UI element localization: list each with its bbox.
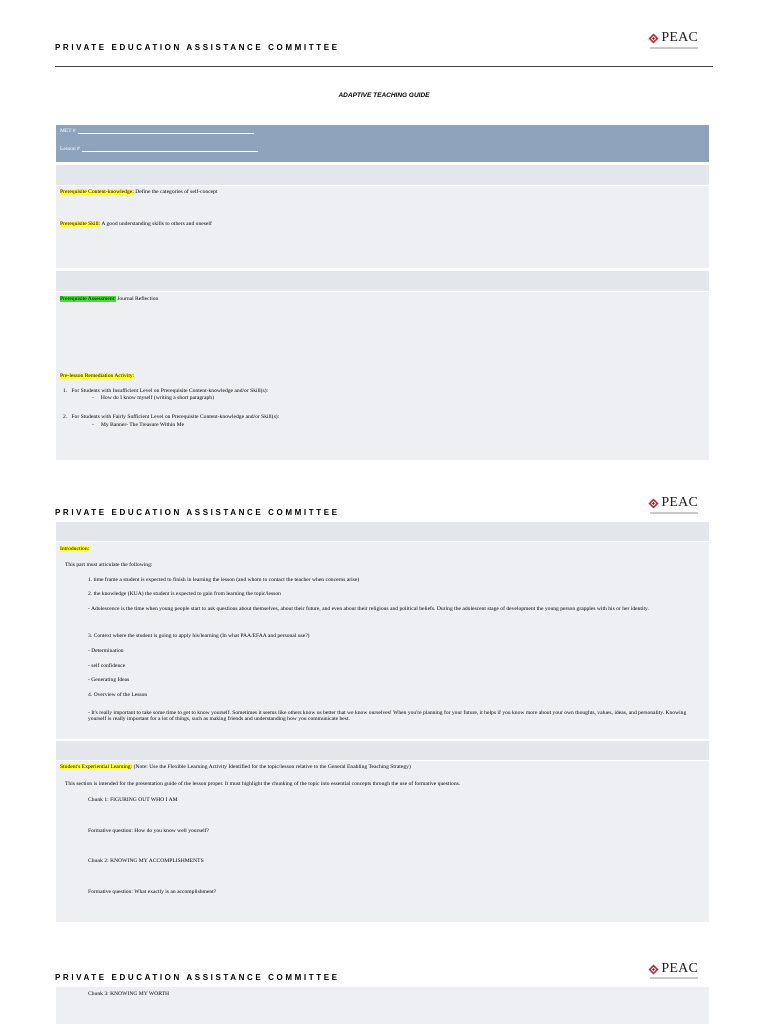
prereq-content-line (60, 189, 218, 195)
met-underline (78, 128, 254, 134)
committee-heading: PRIVATE EDUCATION ASSISTANCE COMMITTEE (55, 508, 340, 517)
committee-heading: PRIVATE EDUCATION ASSISTANCE COMMITTEE (55, 43, 340, 52)
header-rule (55, 66, 713, 67)
section-band (56, 522, 709, 541)
prereq-skill-label: Prerequisite Skill: (60, 221, 101, 227)
lesson-field (60, 146, 258, 152)
peac-diamond-icon (648, 33, 659, 44)
formative-question: Formative question: How do you know well yourself? (88, 828, 210, 834)
list-number: 2. (63, 414, 68, 420)
experiential-line (60, 764, 411, 770)
introduction-line: - Determination (88, 648, 124, 654)
peac-logo (648, 30, 698, 46)
introduction-line: - Adolescence is the time when young people start to ask questions about themselves, about their future, and even about their religious and political beliefs. During the adolescent stage of development the young person grapples with his or her identity. (88, 606, 649, 612)
logo-tagline (650, 512, 698, 514)
committee-heading: PRIVATE EDUCATION ASSISTANCE COMMITTEE (55, 973, 340, 982)
peac-logo (648, 495, 698, 511)
met-field (60, 128, 254, 134)
lesson-label: Lesson # (60, 146, 80, 152)
introduction-line: - self confidence (88, 663, 126, 669)
prereq-content-label: Prerequisite Content-knowledge: (60, 189, 134, 195)
list-number: 1. (63, 388, 68, 394)
assessment-line (60, 296, 158, 302)
remediation-item-text: For Students with Fairly Sufficient Level on Prerequisite Content-knowledge and/or Skill(s): (71, 414, 280, 420)
lesson-underline (82, 146, 258, 152)
experiential-label: Student's Experiential Learning: (60, 764, 133, 770)
logo-tagline (650, 977, 698, 979)
remediation-sub-text: My Banner- The Treasure Within Me (100, 422, 185, 428)
chunk-title: Chunk 2: KNOWING MY ACCOMPLISHMENTS (88, 858, 204, 864)
chunk-title: Chunk 3: KNOWING MY WORTH (88, 991, 170, 997)
prereq-skill-line (60, 221, 212, 227)
section-band (56, 165, 709, 185)
introduction-line: 2. the knowledge (KUA) the student is expected to gain from learning the topic/lesson (88, 591, 281, 597)
assessment-label: Prerequisite Assessment: (60, 296, 116, 302)
logo-text: PEAC (661, 30, 698, 45)
remediation-label-line (60, 373, 134, 379)
chunk-title: Chunk 1: FIGURING OUT WHO I AM (88, 797, 178, 803)
peac-diamond-icon (648, 964, 659, 975)
introduction-lead: This part must articulate the following: (65, 562, 153, 568)
remediation-sub-text: How do I know myself (writing a short paragraph) (100, 395, 214, 401)
prereq-content-value: Define the categories of self-concept (135, 189, 218, 195)
remediation-label: Pre-lesson Remediation Activity: (60, 373, 135, 379)
remediation-item (63, 414, 279, 420)
assessment-section (56, 292, 709, 460)
remediation-sub-item: - My Banner- The Treasure Within Me (92, 422, 185, 428)
introduction-label-line (60, 546, 89, 552)
introduction-line: 1. time frame a student is expected to finish in learning the lesson (and whom to contact the teacher when concerns arise) (88, 577, 360, 583)
remediation-item (63, 388, 268, 394)
introduction-label: Introduction: (60, 546, 90, 552)
peac-diamond-icon (648, 498, 659, 509)
introduction-line: 4. Overview of the Lesson (88, 692, 148, 698)
section-band (56, 271, 709, 291)
remediation-sub-item: - How do I know myself (writing a short paragraph) (92, 395, 214, 401)
introduction-line: 3. Context where the student is going to apply his/learning (In what PAA/EFAA and personal use?) (88, 633, 310, 639)
remediation-item-text: For Students with Insufficient Level on Prerequisite Content-knowledge and/or Skill(s): (71, 388, 269, 394)
section-band (56, 741, 709, 760)
formative-question: Formative question: What exactly is an accomplishment? (88, 889, 217, 895)
peac-logo (648, 961, 698, 977)
met-label: MET # (60, 128, 76, 134)
logo-text: PEAC (661, 495, 698, 510)
experiential-lead: This section is intended for the presentation guide of the lesson proper. It must highlight the chunking of the topic into essential concepts through the use of formative questions. (65, 781, 461, 787)
logo-text: PEAC (661, 961, 698, 976)
logo-tagline (650, 47, 698, 49)
introduction-line: - It's really important to take some time to get to know yourself. Sometimes it seems like others know us better that we know ourselves! When you're planning for your future, it helps if you know more about your own thoughts, values, ideas, and personality. Knowing yourself is really important for a lot of things, such as making friends and understanding how you communicate best. (88, 710, 687, 723)
experiential-note: (Note: Use the Flexible Learning Activity Identified for the topic/lesson relative to the General Enabling Teaching Strategy) (133, 764, 411, 770)
prereq-skill-value: A good understanding skills to others and oneself (101, 221, 212, 227)
introduction-line: - Generating Ideas (88, 677, 130, 683)
page-title: ADAPTIVE TEACHING GUIDE (338, 92, 430, 99)
assessment-value: Journal Reflection (117, 296, 159, 302)
